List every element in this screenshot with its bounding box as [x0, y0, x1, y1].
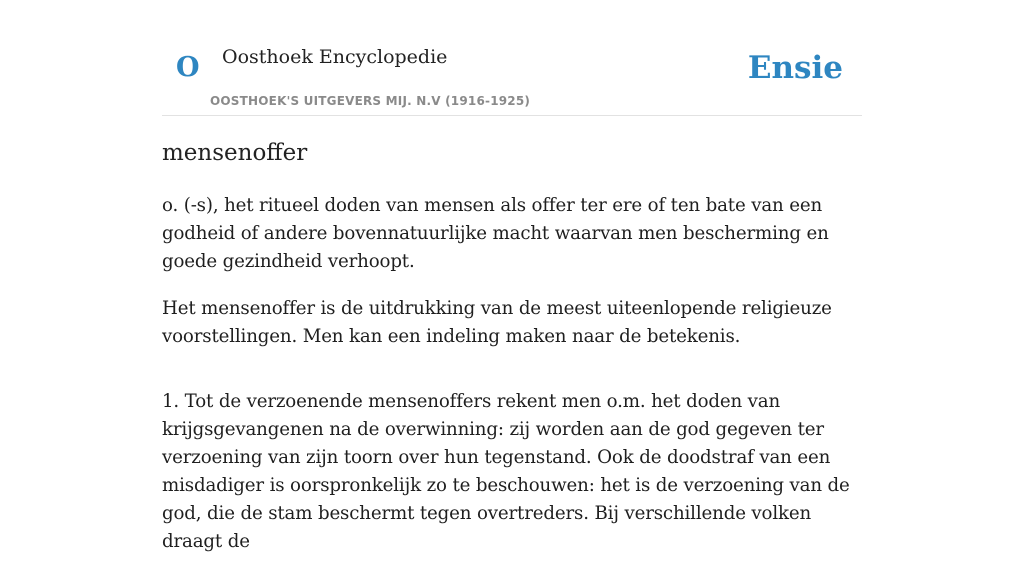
source-title-link[interactable]: Oosthoek Encyclopedie [222, 46, 448, 68]
entry-page [162, 0, 862, 552]
definition-paragraph: o. (-s), het ritueel doden van mensen als offer ter ere of ten bate van een godheid of andere bovennatuurlijke macht waarvan men bescherming en goede gezindheid verhoopt. [162, 195, 829, 272]
source-header [162, 0, 862, 116]
entry-title: mensenoffer [162, 140, 308, 166]
entry-body [162, 192, 862, 575]
source-publisher: OOSTHOEK'S UITGEVERS MIJ. N.V (1916-1925) [210, 94, 531, 108]
ensie-logo-link[interactable]: Ensie [747, 50, 843, 86]
source-logo: O [176, 52, 200, 83]
body-paragraph: 1. Tot de verzoenende mensenoffers rekent men o.m. het doden van krijgsgevangenen na de overwinning: zij worden aan de god gegeven ter verzoening van zijn toorn over hun tegenstand. Ook de doodstraf van een misdadiger is oorspronkelijk zo te beschouwen: het is de verzoening van de god, die de stam beschermt tegen overtreders. Bij verschillende volken draagt de [162, 391, 850, 552]
body-paragraph: Het mensenoffer is de uitdrukking van de meest uiteenlopende religieuze voorstellingen. Men kan een indeling maken naar de betekenis. [162, 298, 832, 347]
